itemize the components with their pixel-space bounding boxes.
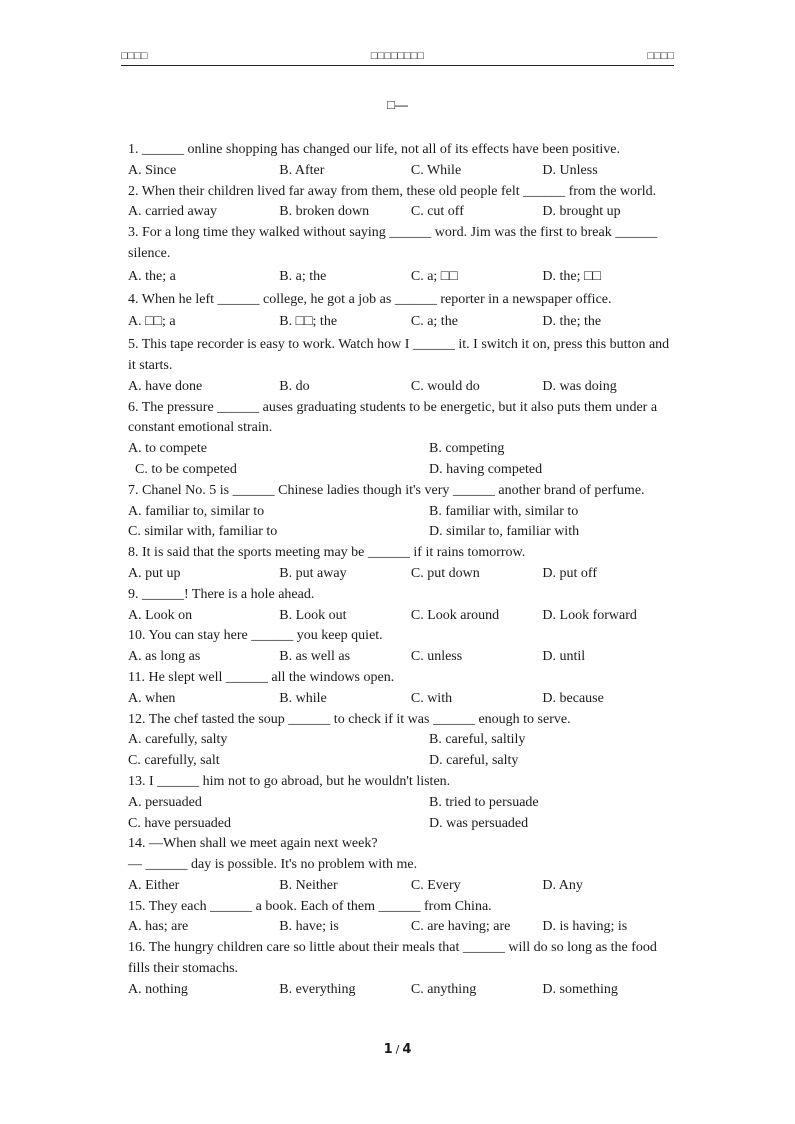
- options-12-row1: [128, 730, 674, 751]
- option-16c: C. anything: [410, 981, 477, 997]
- question-14: 14. —When shall we meet again next week?: [128, 836, 378, 852]
- header-left: □□□□: [121, 50, 148, 62]
- options-3: [128, 267, 674, 288]
- options-11: [128, 689, 674, 710]
- option-9a: A. Look on: [128, 607, 193, 623]
- options-14: [128, 876, 674, 897]
- question-10: 10. You can stay here ______ you keep quiet.: [128, 628, 383, 644]
- option-7c: C. similar with, familiar to: [128, 524, 278, 540]
- option-6b: B. competing: [429, 441, 505, 457]
- option-10c: C. unless: [410, 649, 463, 665]
- option-16b: B. everything: [279, 981, 356, 997]
- option-8c: C. put down: [410, 565, 480, 581]
- option-14b: B. Neither: [279, 877, 338, 893]
- option-14d: D. Any: [542, 877, 583, 893]
- option-5d: D. was doing: [542, 378, 617, 394]
- option-10a: A. as long as: [128, 649, 201, 665]
- option-9b: B. Look out: [279, 607, 347, 623]
- options-7-row1: [128, 502, 674, 523]
- option-7b: B. familiar with, similar to: [429, 503, 579, 519]
- option-9c: C. Look around: [410, 607, 500, 623]
- option-10d: D. until: [542, 649, 586, 665]
- options-7-row2: [128, 522, 674, 543]
- option-15b: B. have; is: [279, 919, 339, 935]
- option-11d: D. because: [542, 690, 604, 706]
- option-16d: D. something: [542, 981, 618, 997]
- option-9d: D. Look forward: [542, 607, 637, 623]
- header-center: □□□□□□□□: [370, 50, 425, 62]
- option-6c: C. to be competed: [135, 461, 237, 477]
- question-14-reply: — ______ day is possible. It's no problem with me.: [128, 857, 418, 873]
- option-2a: A. carried away: [128, 204, 218, 220]
- option-15c: C. are having; are: [410, 919, 511, 935]
- question-16: 16. The hungry children care so little about their meals that ______ will do so long as the food fills their stomachs.: [128, 940, 657, 977]
- question-5: 5. This tape recorder is easy to work. Watch how I ______ it. I switch it on, press this button and it starts.: [128, 337, 670, 373]
- question-12: 12. The chef tasted the soup ______ to check if it was ______ enough to serve.: [128, 711, 571, 727]
- question-13: 13. I ______ him not to go abroad, but he wouldn't listen.: [128, 773, 451, 789]
- option-12c: C. carefully, salt: [128, 753, 220, 769]
- option-2b: B. broken down: [279, 204, 370, 220]
- option-5b: B. do: [279, 378, 310, 394]
- current-page: 1: [383, 1042, 393, 1057]
- option-13c: C. have persuaded: [128, 815, 232, 831]
- option-2c: C. cut off: [410, 204, 464, 220]
- option-4b: B. □□; the: [279, 314, 338, 330]
- page-separator: /: [395, 1043, 400, 1056]
- option-1a: A. Since: [128, 162, 177, 178]
- option-1c: C. While: [410, 162, 462, 178]
- option-13d: D. was persuaded: [429, 815, 529, 831]
- options-16: [128, 980, 674, 1001]
- question-7: 7. Chanel No. 5 is ______ Chinese ladies though it's very ______ another brand of perfume.: [128, 482, 645, 498]
- option-7d: D. similar to, familiar with: [429, 524, 580, 540]
- options-13-row1: [128, 793, 674, 814]
- option-14c: C. Every: [410, 877, 461, 893]
- options-9: [128, 606, 674, 627]
- option-4d: D. the; the: [542, 314, 602, 330]
- question-1: 1. ______ online shopping has changed our life, not all of its effects have been positive.: [128, 142, 620, 157]
- options-13-row2: [128, 814, 674, 835]
- option-8a: A. put up: [128, 565, 181, 581]
- question-2: 2. When their children lived far away from them, these old people felt ______ from the world.: [128, 183, 657, 199]
- option-8d: D. put off: [542, 565, 597, 581]
- options-1: [128, 161, 674, 182]
- options-10: [128, 647, 674, 668]
- options-12-row2: [128, 751, 674, 772]
- option-11b: B. while: [279, 690, 327, 706]
- option-14a: A. Either: [128, 877, 180, 893]
- option-3c: C. a; □□: [410, 268, 458, 284]
- option-13b: B. tried to persuade: [429, 794, 539, 810]
- options-15: [128, 917, 674, 938]
- option-12d: D. careful, salty: [429, 753, 519, 769]
- option-11c: C. with: [410, 690, 453, 706]
- option-15a: A. has; are: [128, 919, 189, 935]
- header-right: □□□□: [647, 50, 674, 62]
- option-5a: A. have done: [128, 378, 203, 394]
- total-pages: 4: [402, 1042, 412, 1057]
- options-4: [128, 312, 674, 333]
- option-15d: D. is having; is: [542, 919, 628, 935]
- option-5c: C. would do: [410, 378, 480, 394]
- question-8: 8. It is said that the sports meeting may be ______ if it rains tomorrow.: [128, 545, 526, 561]
- option-16a: A. nothing: [128, 981, 188, 997]
- page-title: □—: [387, 97, 408, 112]
- option-12a: A. carefully, salty: [128, 732, 228, 748]
- option-2d: D. brought up: [542, 204, 621, 220]
- question-6: 6. The pressure ______ auses graduating students to be energetic, but it also puts them under a constant emotional strain.: [128, 399, 658, 436]
- option-4c: C. a; the: [410, 314, 458, 330]
- option-3a: A. the; a: [128, 268, 176, 284]
- options-6-row1: [128, 439, 674, 460]
- options-6-row2: [128, 460, 674, 481]
- option-1d: D. Unless: [542, 162, 598, 178]
- question-9: 9. ______! There is a hole ahead.: [128, 586, 315, 602]
- options-2: [128, 202, 674, 223]
- option-10b: B. as well as: [279, 649, 351, 665]
- option-8b: B. put away: [279, 565, 347, 581]
- question-4: 4. When he left ______ college, he got a job as ______ reporter in a newspaper office.: [128, 291, 612, 307]
- question-3: 3. For a long time they walked without saying ______ word. Jim was the first to break ______ silence.: [128, 225, 658, 261]
- page-header: [121, 49, 674, 66]
- page-number: [0, 1042, 795, 1057]
- option-3b: B. a; the: [279, 268, 327, 284]
- option-6d: D. having competed: [429, 461, 543, 477]
- options-8: [128, 564, 674, 585]
- option-13a: A. persuaded: [128, 794, 202, 810]
- options-5: [128, 377, 674, 398]
- option-3d: D. the; □□: [542, 268, 601, 284]
- option-4a: A. □□; a: [128, 314, 176, 330]
- option-6a: A. to compete: [128, 441, 207, 457]
- question-11: 11. He slept well ______ all the windows open.: [128, 669, 395, 685]
- option-7a: A. familiar to, similar to: [128, 503, 265, 519]
- option-12b: B. careful, saltily: [429, 732, 526, 748]
- option-11a: A. when: [128, 690, 176, 706]
- question-15: 15. They each ______ a book. Each of them ______ from China.: [128, 898, 492, 914]
- option-1b: B. After: [279, 162, 325, 178]
- question-list: [128, 140, 674, 1001]
